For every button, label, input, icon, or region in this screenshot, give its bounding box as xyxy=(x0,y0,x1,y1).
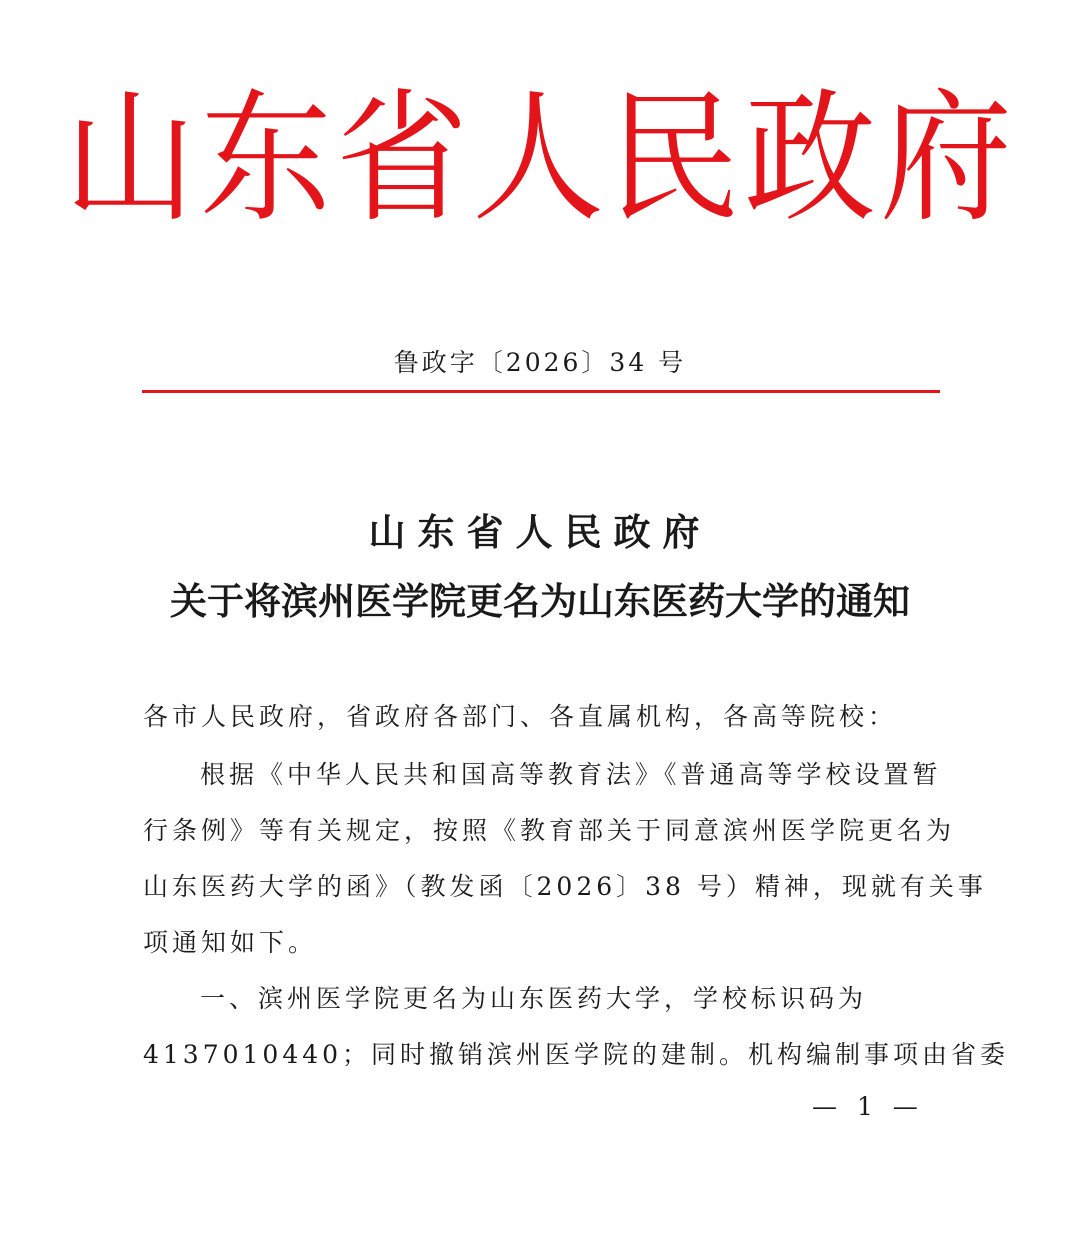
issuer-masthead: 山东省人民政府 xyxy=(64,75,1016,243)
paragraph-1-line-1: 根据《中华人民共和国高等教育法》《普通高等学校设置暂 xyxy=(200,760,942,789)
document-title-line-1: 山东省人民政府 xyxy=(368,510,712,554)
paragraph-2-line-1: 一、滨州医学院更名为山东医药大学，学校标识码为 xyxy=(200,984,868,1013)
document-number: 鲁政字〔2026〕34 号 xyxy=(393,348,687,377)
paragraph-1-line-2: 行条例》等有关规定，按照《教育部关于同意滨州医学院更名为 xyxy=(143,816,956,845)
salutation: 各市人民政府，省政府各部门、各直属机构，各高等院校： xyxy=(143,702,898,731)
paragraph-1-line-3: 山东医药大学的函》（教发函〔2026〕38 号）精神，现就有关事 xyxy=(143,872,987,901)
document-title-line-2: 关于将滨州医学院更名为山东医药大学的通知 xyxy=(170,579,910,623)
page-number: — 1 — xyxy=(812,1092,924,1121)
paragraph-2-line-2: 4137010440；同时撤销滨州医学院的建制。机构编制事项由省委 xyxy=(143,1040,1010,1069)
paragraph-1-line-4: 项通知如下。 xyxy=(143,928,318,957)
red-separator-rule xyxy=(142,390,940,393)
